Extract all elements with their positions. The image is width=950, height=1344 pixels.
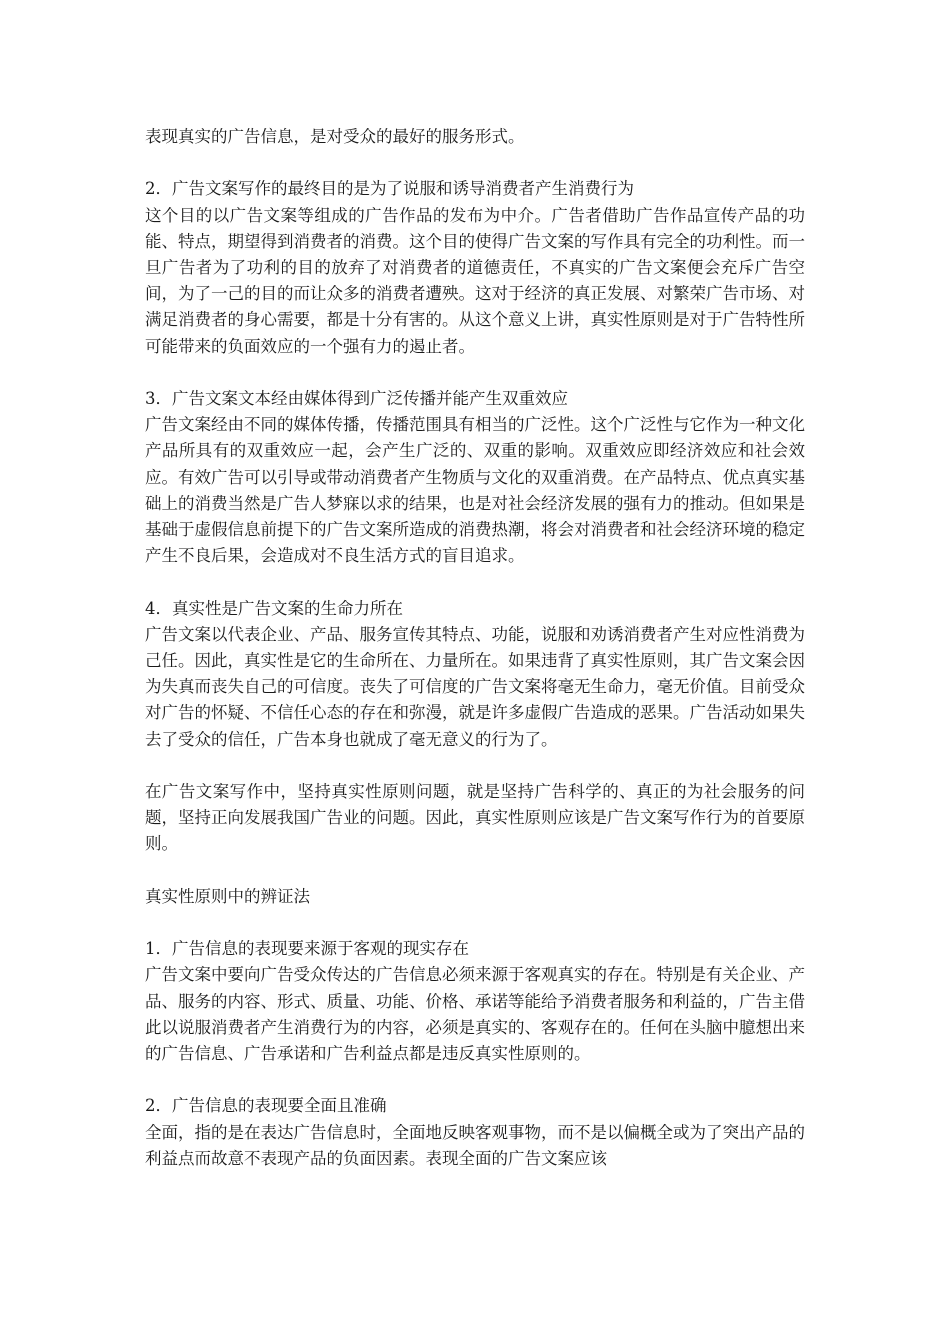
paragraph-comprehensive-accurate: 全面，指的是在表达广告信息时，全面地反映客观事物，而不是以偏概全或为了突出产品的利益点而故意不表现产品的负面因素。表现全面的广告文案应该 <box>145 1122 805 1168</box>
heading-comprehensive-accurate: 2．广告信息的表现要全面且准确 <box>145 1096 387 1116</box>
paragraph-gap <box>145 753 805 779</box>
paragraph-gap <box>145 910 805 936</box>
paragraph-vitality: 广告文案以代表企业、产品、服务宣传其特点、功能，说服和劝诱消费者产生对应性消费为己任。因此，真实性是它的生命所在、力量所在。如果违背了真实性原则，其广告文案会因为失真而丧失自己的可信度。丧失了可信度的广告文案将毫无生命力，毫无价值。目前受众对广告的怀疑、不信任心态的存在和弥漫，就是许多虚假广告造成的恶果。广告活动如果失去了受众的信任，广告本身也就成了毫无意义的行为了。 <box>145 624 805 749</box>
heading-dual-effect: 3．广告文案文本经由媒体得到广泛传播并能产生双重效应 <box>145 389 568 408</box>
paragraph-gap <box>145 360 805 386</box>
paragraph-objective-source: 广告文案中要向广告受众传达的广告信息必须来源于客观真实的存在。特别是有关企业、产品、服务的内容、形式、质量、功能、价格、承诺等能给予消费者服务和利益的，广告主借此以说服消费者产生消费行为的内容，必须是真实的、客观存在的。任何在头脑中臆想出来的广告信息、广告承诺和广告利益点都是违反真实性原则的。 <box>145 965 805 1064</box>
paragraph-conclusion: 在广告文案写作中，坚持真实性原则问题，就是坚持广告科学的、真正的为社会服务的问题，坚持正向发展我国广告业的问题。因此，真实性原则应该是广告文案写作行为的首要原则。 <box>145 782 805 854</box>
paragraph-gap <box>145 1067 805 1093</box>
heading-objective-source: 1．广告信息的表现要来源于客观的现实存在 <box>145 939 469 959</box>
document-body <box>145 124 805 1172</box>
paragraph-gap <box>145 569 805 595</box>
paragraph-gap <box>145 150 805 176</box>
paragraph-gap <box>145 858 805 884</box>
paragraph-intro: 表现真实的广告信息，是对受众的最好的服务形式。 <box>145 127 525 146</box>
section-title-dialectics: 真实性原则中的辨证法 <box>145 886 310 906</box>
paragraph-dual-effect: 广告文案经由不同的媒体传播，传播范围具有相当的广泛性。这个广泛性与它作为一种文化产品所具有的双重效应一起，会产生广泛的、双重的影响。双重效应即经济效应和社会效应。有效广告可以引导或带动消费者产生物质与文化的双重消费。在产品特点、优点真实基础上的消费当然是广告人梦寐以求的结果，也是对社会经济发展的强有力的推动。但如果是基础于虚假信息前提下的广告文案所造成的消费热潮，将会对消费者和社会经济环境的稳定产生不良后果，会造成对不良生活方式的盲目追求。 <box>145 415 805 566</box>
heading-vitality: 4．真实性是广告文案的生命力所在 <box>145 598 403 618</box>
heading-ultimate-purpose: 2．广告文案写作的最终目的是为了说服和诱导消费者产生消费行为 <box>145 179 634 199</box>
paragraph-ultimate-purpose: 这个目的以广告文案等组成的广告作品的发布为中介。广告者借助广告作品宣传产品的功能、特点，期望得到消费者的消费。这个目的使得广告文案的写作具有完全的功利性。而一旦广告者为了功利的目的放弃了对消费者的道德责任，不真实的广告文案便会充斥广告空间，为了一己的目的而让众多的消费者遭殃。这对于经济的真正发展、对繁荣广告市场、对满足消费者的身心需要，都是十分有害的。从这个意义上讲，真实性原则是对于广告特性所可能带来的负面效应的一个强有力的遏止者。 <box>145 205 805 356</box>
